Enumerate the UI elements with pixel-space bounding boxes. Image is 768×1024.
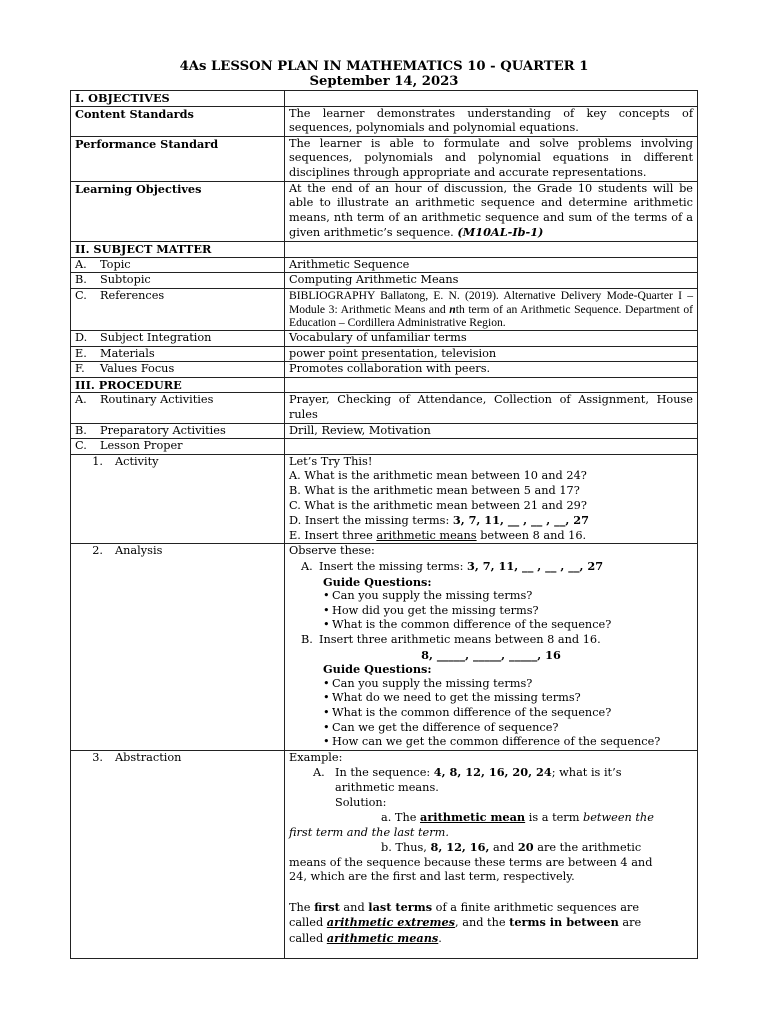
activity-intro: Let’s Try This! [289, 454, 373, 468]
activity-item-d: D. Insert the missing terms: 3, 7, 11, __ , __ , __, 27 [289, 513, 589, 528]
abstraction-content [285, 750, 698, 959]
guide-question: • How can we get the common difference of the sequence? [323, 735, 661, 749]
abstraction-item-a: A. In the sequence: 4, 8, 12, 16, 20, 24; what is it’s [313, 765, 622, 780]
section-objectives-row [71, 91, 698, 107]
empty-cell [285, 241, 698, 257]
content-standards-row [71, 106, 698, 136]
topic-row [71, 257, 698, 273]
empty-cell [285, 377, 698, 393]
subtopic-row [71, 273, 698, 289]
analysis-item-b: B. Insert three arithmetic means between 8 and 16. [301, 632, 601, 646]
activity-content [285, 454, 698, 544]
row-value: The learner demonstrates understanding of key concepts of sequences, polynomials and polynomial equations. [285, 106, 698, 136]
learning-objectives-text: At the end of an hour of discussion, the Grade 10 students will be able to illustrate an arithmetic sequence and determine arithmetic means, nth term of an arithmetic sequence and sum of the terms of a given arithmetic’s sequence. [289, 181, 693, 240]
activity-item-a: A. What is the arithmetic mean between 10 and 24? [289, 469, 587, 483]
solution-b-cont: means of the sequence because these terms are between 4 and [289, 855, 653, 869]
row-label: B. Preparatory Activities [71, 423, 285, 439]
guide-question: • Can you supply the missing terms? [323, 589, 533, 603]
row-value: power point presentation, television [285, 346, 698, 362]
empty-cell [285, 439, 698, 455]
document-title: 4As LESSON PLAN IN MATHEMATICS 10 - QUARTER 1 [179, 59, 589, 74]
guide-question: • What is the common difference of the sequence? [323, 705, 612, 719]
analysis-row [71, 544, 698, 750]
document-date: September 14, 2023 [309, 74, 459, 89]
guide-questions-heading: Guide Questions: [323, 574, 432, 589]
activity-item-e: E. Insert three arithmetic means between 8 and 16. [289, 528, 587, 542]
row-label: 2. Analysis [71, 544, 285, 750]
competency-code: (M10AL-Ib-1) [457, 225, 544, 240]
analysis-content [285, 544, 698, 750]
guide-question: • What do we need to get the missing terms? [323, 691, 581, 705]
definition-line-3: called arithmetic means. [289, 930, 442, 945]
activity-item-b: B. What is the arithmetic mean between 5 and 17? [289, 484, 580, 498]
row-value [285, 181, 698, 241]
row-value: Arithmetic Sequence [285, 257, 698, 273]
routinary-activities-row [71, 393, 698, 423]
learning-objectives-row [71, 181, 698, 241]
solution-a: a. The arithmetic mean is a term between the [381, 810, 654, 825]
row-label: E. Materials [71, 346, 285, 362]
row-label: B. Subtopic [71, 273, 285, 289]
row-value: Vocabulary of unfamiliar terms [285, 331, 698, 347]
spacer [289, 885, 693, 900]
abstraction-row [71, 750, 698, 959]
section-procedure-row [71, 377, 698, 393]
section-heading: I. OBJECTIVES [71, 91, 285, 107]
performance-standard-row [71, 136, 698, 181]
lesson-proper-row [71, 439, 698, 455]
row-label: D. Subject Integration [71, 331, 285, 347]
preparatory-activities-row [71, 423, 698, 439]
solution-a-cont: first term and the last term. [289, 825, 449, 839]
section-heading: II. SUBJECT MATTER [71, 241, 285, 257]
row-value: The learner is able to formulate and solve problems involving sequences, polynomials and polynomial equations in different disciplines through appropriate and accurate representations. [285, 136, 698, 181]
activity-item-c: C. What is the arithmetic mean between 21 and 29? [289, 498, 587, 512]
row-label: Performance Standard [71, 136, 285, 181]
abstraction-example-label: Example: [289, 750, 343, 764]
activity-row [71, 454, 698, 544]
values-focus-row [71, 362, 698, 378]
section-heading: III. PROCEDURE [71, 377, 285, 393]
solution-b: b. Thus, 8, 12, 16, and 20 are the arithmetic [381, 840, 642, 855]
abstraction-item-a-cont: arithmetic means. [335, 780, 439, 794]
empty-cell [285, 91, 698, 107]
row-value: Drill, Review, Motivation [285, 423, 698, 439]
definition-line-1: The first and last terms of a finite arithmetic sequences are [289, 899, 640, 914]
row-value: Prayer, Checking of Attendance, Collection of Assignment, House rules [285, 393, 698, 423]
row-label: F. Values Focus [71, 362, 285, 378]
definition-line-2: called arithmetic extremes, and the terms in between are [289, 915, 642, 930]
guide-question: • Can you supply the missing terms? [323, 676, 533, 690]
row-label: Learning Objectives [71, 181, 285, 241]
row-value: Promotes collaboration with peers. [285, 362, 698, 378]
row-label: A. Topic [71, 257, 285, 273]
analysis-b-sequence: 8, _____, _____, _____, 16 [421, 647, 561, 662]
row-value: Computing Arithmetic Means [285, 273, 698, 289]
analysis-intro: Observe these: [289, 544, 375, 558]
analysis-item-a: A. Insert the missing terms: 3, 7, 11, __ , __ , __, 27 [301, 559, 604, 574]
row-label: A. Routinary Activities [71, 393, 285, 423]
row-label: 1. Activity [71, 454, 285, 544]
guide-questions-heading: Guide Questions: [323, 662, 432, 677]
row-label: C. Lesson Proper [71, 439, 285, 455]
materials-row [71, 346, 698, 362]
solution-label: Solution: [335, 795, 387, 809]
row-label: Content Standards [71, 106, 285, 136]
row-label: 3. Abstraction [71, 750, 285, 959]
section-subject-matter-row [71, 241, 698, 257]
reference-text: BIBLIOGRAPHY Ballatong, E. N. (2019). Alternative Delivery Mode-Quarter I – Module 3: Arithmetic Means and nth term of an Arithmetic Sequence. Department of Education – Cordillera Administrative Region. [285, 288, 698, 330]
solution-b-cont: 24, which are the first and last term, respectively. [289, 870, 575, 884]
guide-question: • Can we get the difference of sequence? [323, 720, 559, 734]
guide-question: • What is the common difference of the sequence? [323, 618, 612, 632]
subject-integration-row [71, 331, 698, 347]
guide-question: • How did you get the missing terms? [323, 603, 539, 617]
row-label: C. References [71, 288, 285, 330]
references-row [71, 288, 698, 330]
lesson-plan-table [70, 90, 698, 959]
